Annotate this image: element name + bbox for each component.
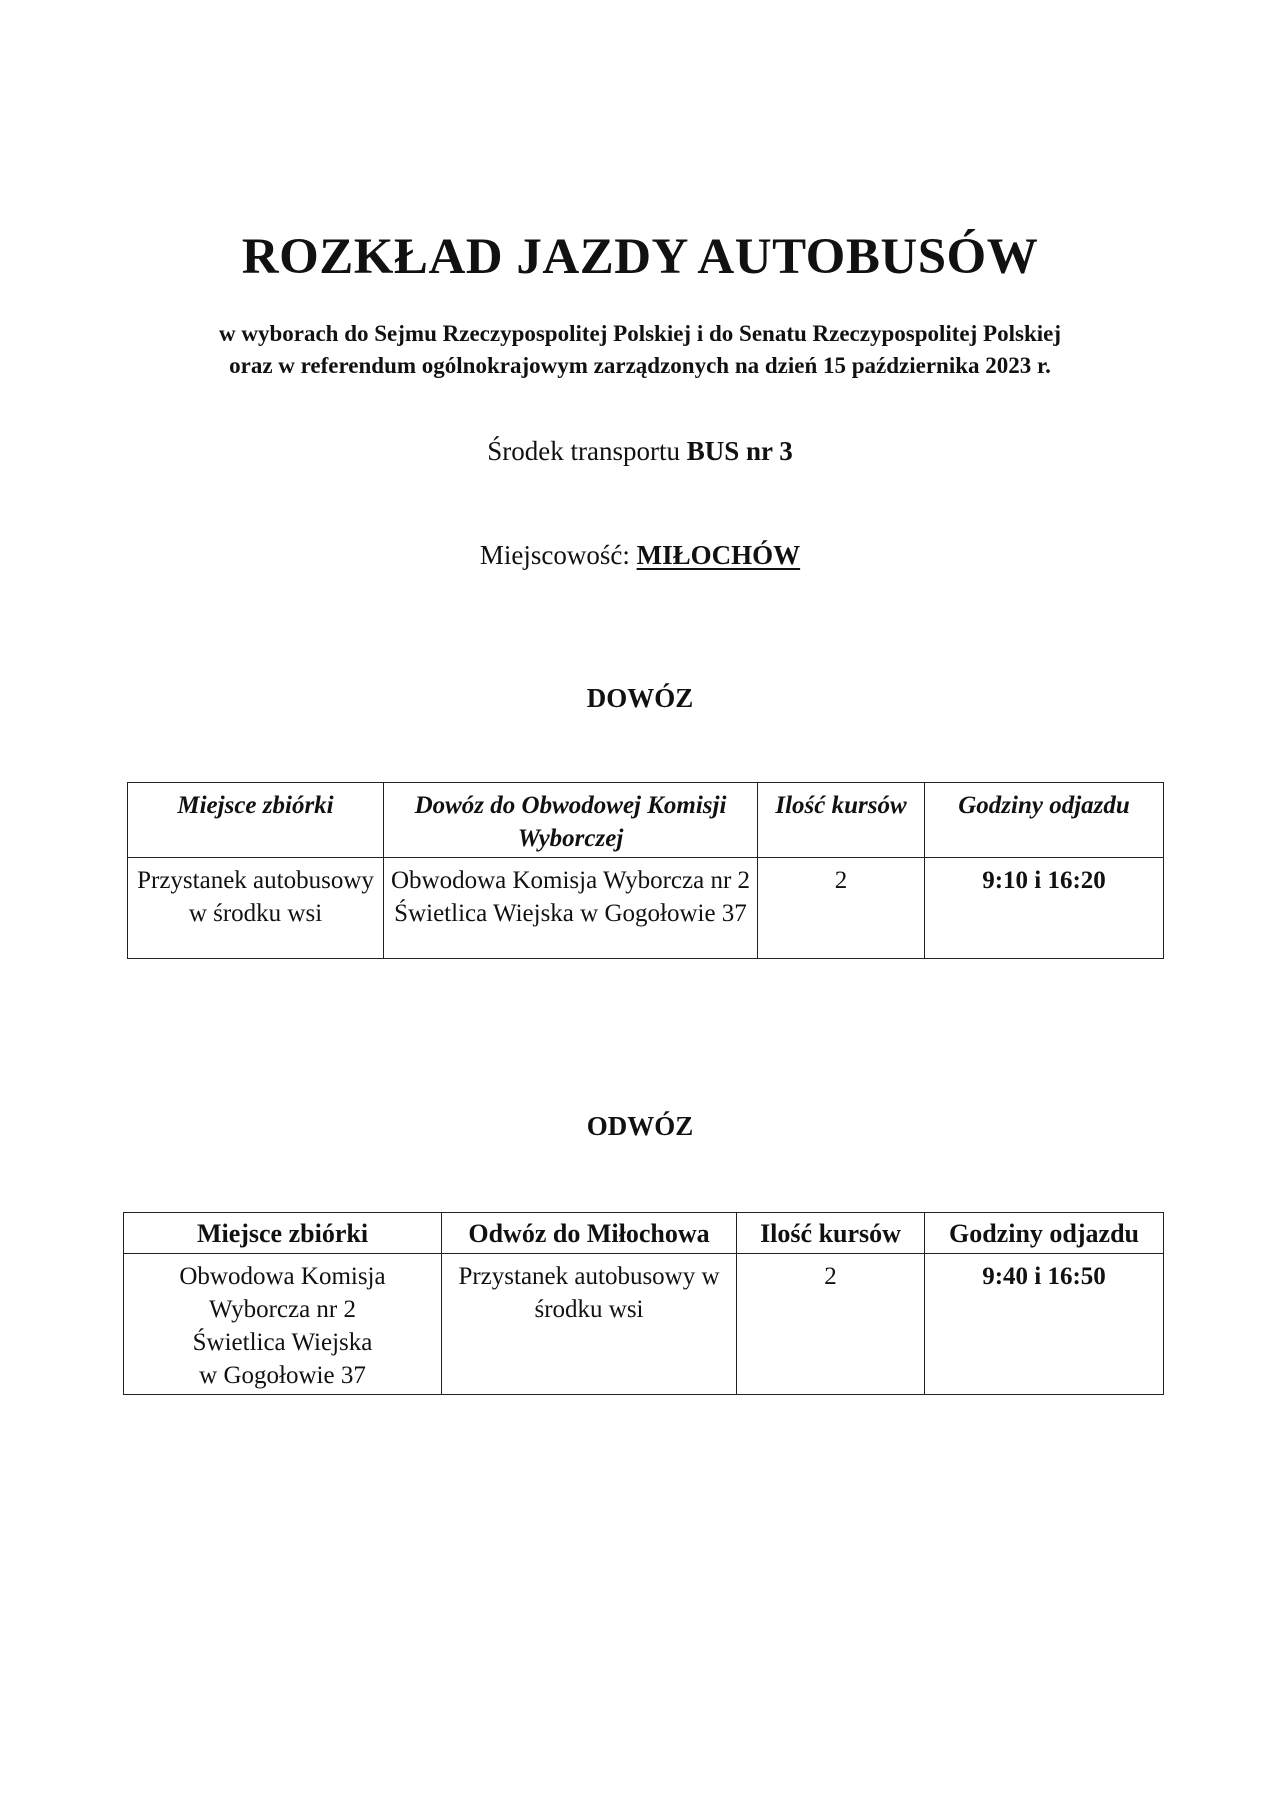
place-value: MIŁOCHÓW xyxy=(636,540,801,570)
column-header: Ilość kursów xyxy=(758,783,925,858)
column-header: Godziny odjazdu xyxy=(925,783,1164,858)
section-heading-odwoz: ODWÓZ xyxy=(586,1111,694,1141)
table-cell-cel: Obwodowa Komisja Wyborcza nr 2 Świetlica Wiejska w Gogołowie 37 xyxy=(384,858,758,959)
column-header: Godziny odjazdu xyxy=(925,1213,1164,1254)
section-heading-dowoz: DOWÓZ xyxy=(586,683,694,713)
subtitle-line-1: w wyborach do Sejmu Rzeczypospolitej Polskiej i do Senatu Rzeczypospolitej Polskiej xyxy=(219,321,1061,346)
transport-label: Środek transportu xyxy=(487,436,687,466)
table-cell-cel: Przystanek autobusowy w środku wsi xyxy=(442,1254,737,1395)
cell-line: Wyborcza nr 2 xyxy=(208,1296,357,1323)
transport-line xyxy=(0,436,1280,467)
dowoz-table xyxy=(127,782,1164,959)
table-cell-godziny: 9:10 i 16:20 xyxy=(925,858,1164,959)
transport-value: BUS nr 3 xyxy=(686,436,793,466)
column-header: Ilość kursów xyxy=(737,1213,925,1254)
table-cell-kursy: 2 xyxy=(758,858,925,959)
page-title: ROZKŁAD JAZDY AUTOBUSÓW xyxy=(241,229,1039,285)
column-header: Miejsce zbiórki xyxy=(124,1213,442,1254)
table-row xyxy=(128,858,1164,959)
table-cell-miejsce: Przystanek autobusowy w środku wsi xyxy=(128,858,384,959)
table-row xyxy=(124,1254,1164,1395)
table-header-row xyxy=(128,783,1164,858)
column-header: Miejsce zbiórki xyxy=(128,783,384,858)
place-label: Miejscowość: xyxy=(479,540,637,570)
cell-line: Świetlica Wiejska xyxy=(192,1329,373,1356)
table-cell-godziny: 9:40 i 16:50 xyxy=(925,1254,1164,1395)
table-cell-kursy: 2 xyxy=(737,1254,925,1395)
column-header: Odwóz do Miłochowa xyxy=(442,1213,737,1254)
table-cell-miejsce xyxy=(124,1254,442,1395)
odwoz-table xyxy=(123,1212,1164,1395)
table-header-row xyxy=(124,1213,1164,1254)
subtitle-line-2: oraz w referendum ogólnokrajowym zarządzonych na dzień 15 października 2023 r. xyxy=(229,353,1051,378)
place-line xyxy=(0,540,1280,571)
column-header: Dowóz do Obwodowej Komisji Wyborczej xyxy=(384,783,758,858)
page-subtitle xyxy=(0,318,1280,382)
cell-line: w Gogołowie 37 xyxy=(199,1362,366,1389)
cell-line: Obwodowa Komisja xyxy=(179,1263,386,1290)
